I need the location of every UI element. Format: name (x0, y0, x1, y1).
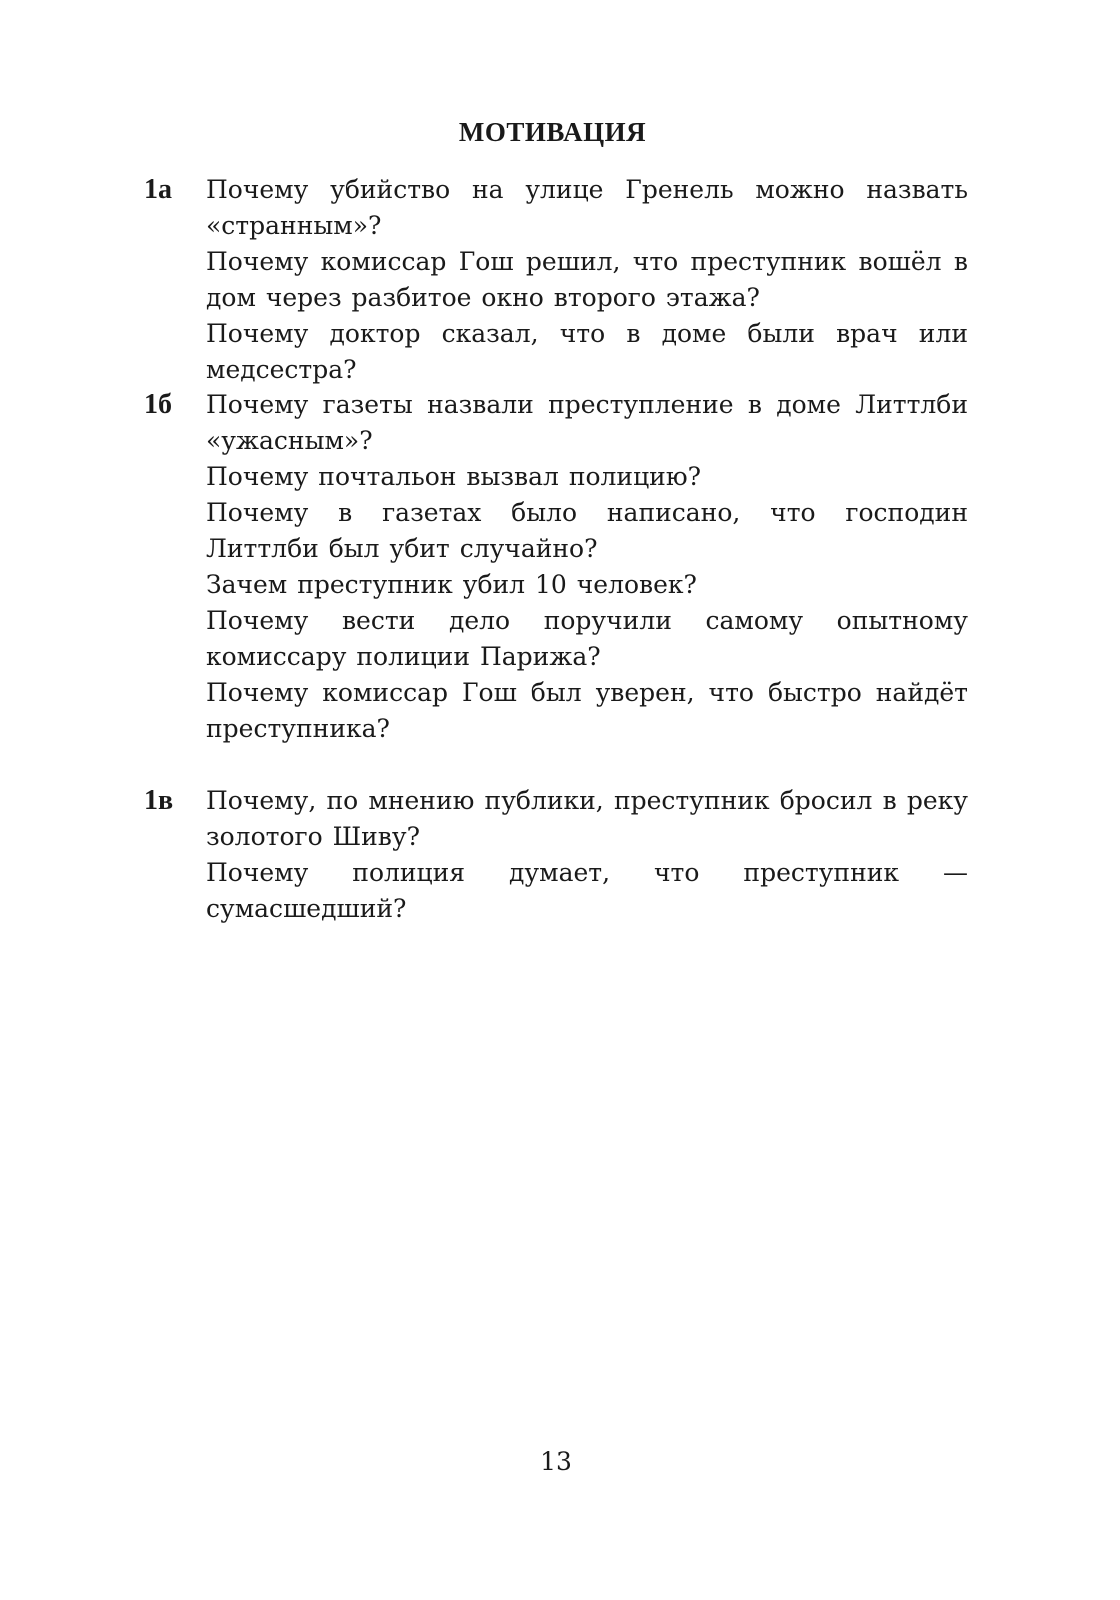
question: Почему почтальон вызвал полицию? (206, 462, 701, 491)
question: Почему в газетах было написано, что господин Литтлби был убит случайно? (206, 498, 968, 563)
question-list (206, 783, 968, 927)
section-label: 1б (144, 389, 172, 420)
section-label: 1а (144, 174, 172, 205)
question: Почему вести дело поручили самому опытному комиссару полиции Парижа? (206, 606, 968, 671)
question: Почему газеты назвали преступление в доме Литтлби «ужасным»? (206, 390, 968, 455)
page-number: 13 (540, 1447, 572, 1476)
question: Почему комиссар Гош решил, что преступник вошёл в дом через разбитое окно второго этажа? (206, 247, 968, 312)
page-title: МОТИВАЦИЯ (458, 117, 647, 147)
question: Почему доктор сказал, что в доме были врач или медсестра? (206, 319, 968, 384)
question-list (206, 387, 968, 747)
section-label: 1в (144, 785, 174, 816)
question: Почему убийство на улице Гренель можно назвать «странным»? (206, 175, 968, 240)
question: Почему, по мнению публики, преступник бросил в реку золотого Шиву? (206, 786, 968, 851)
question: Зачем преступник убил 10 человек? (206, 570, 697, 599)
question-list (206, 172, 968, 388)
question: Почему полиция думает, что преступник — сумасшедший? (206, 858, 968, 923)
question: Почему комиссар Гош был уверен, что быстро найдёт преступника? (206, 678, 968, 743)
